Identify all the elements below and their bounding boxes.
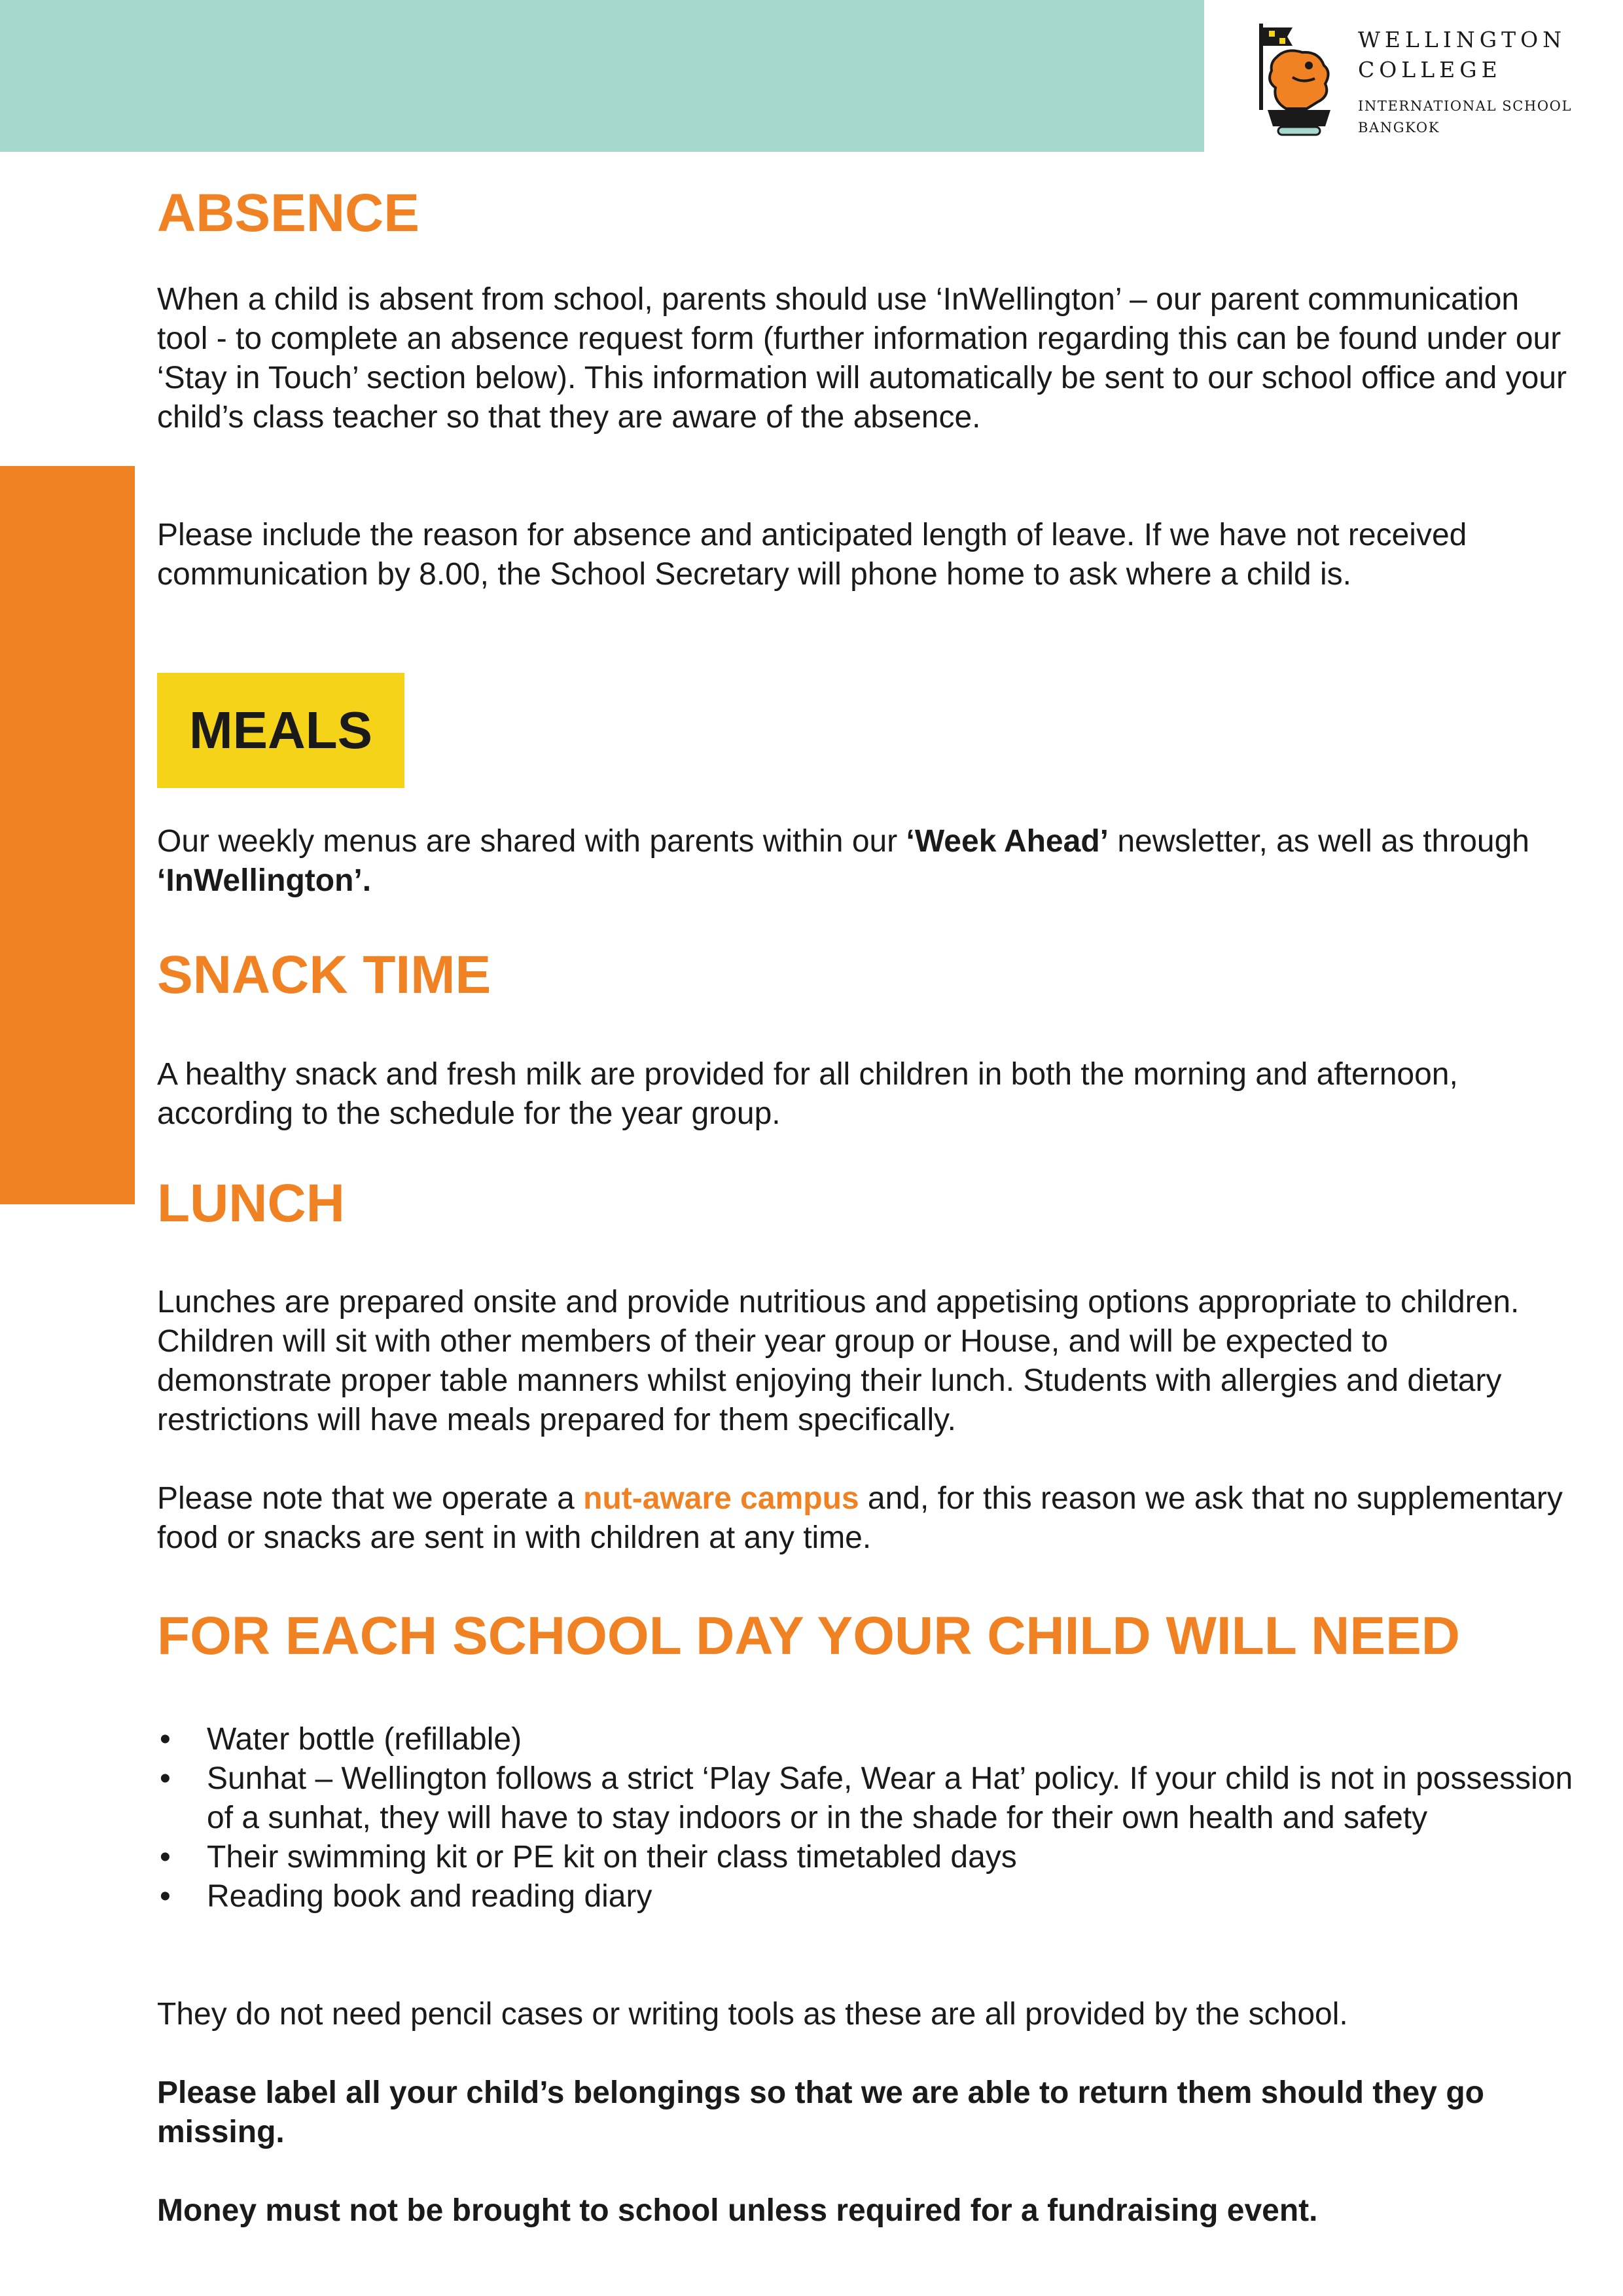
logo-wordmark xyxy=(1358,25,1566,85)
meals-heading: MEALS xyxy=(189,701,372,759)
money-note: Money must not be brought to school unless required for a fundraising event. xyxy=(157,2193,1318,2228)
list-item xyxy=(157,1720,1584,1759)
meals-text-before: Our weekly menus are shared with parents within our xyxy=(157,824,906,859)
list-item-text: Sunhat – Wellington follows a strict ‘Play Safe, Wear a Hat’ policy. If your child is not in possession of a sunhat, they will have to stay indoors or in the shade for their own health and safety xyxy=(207,1761,1573,1835)
meals-paragraph xyxy=(157,822,1571,901)
bullet: • xyxy=(160,1722,171,1757)
meals-inwellington: ‘InWellington’. xyxy=(157,863,372,898)
list-item-text: Their swimming kit or PE kit on their class timetabled days xyxy=(207,1840,1017,1874)
absence-paragraph-2: Please include the reason for absence and anticipated length of leave. If we have not received communication by 8.00, the School Secretary will phone home to ask where a child is. xyxy=(157,518,1467,592)
list-item-text: Reading book and reading diary xyxy=(207,1879,652,1914)
lunch-paragraph-2 xyxy=(157,1479,1571,1558)
absence-paragraph-1: When a child is absent from school, parents should use ‘InWellington’ – our parent communication tool - to complete an absence request form (further information regarding this can be found under our ‘Stay in Touch’ section below). This information will automatically be sent to our school office and your child’s class teacher so that they are aware of the absence. xyxy=(157,282,1567,435)
crest-icon xyxy=(1247,18,1345,139)
meals-text-middle: newsletter, as well as through xyxy=(1108,824,1529,859)
absence-heading: ABSENCE xyxy=(157,183,419,243)
logo-subtitle xyxy=(1358,96,1572,139)
lunch-paragraph-1: Lunches are prepared onsite and provide nutritious and appetising options appropriate to children. Children will sit with other members of their year group or House, and will be expected to demonstrate proper table manners whilst enjoying their lunch. Students with allergies and dietary restrictions will have meals prepared for them specifically. xyxy=(157,1285,1520,1437)
logo-name-line2: COLLEGE xyxy=(1358,57,1502,82)
side-accent-band xyxy=(0,466,135,1204)
needs-heading: FOR EACH SCHOOL DAY YOUR CHILD WILL NEED xyxy=(157,1606,1460,1666)
nut-aware-highlight: nut-aware campus xyxy=(583,1481,859,1516)
lunch-text-before: Please note that we operate a xyxy=(157,1481,584,1516)
needs-list xyxy=(157,1720,1584,1916)
lunch-text-after: and, for this reason we ask that no supplementary food or snacks are sent in with children at any time. xyxy=(157,1481,1563,1555)
meals-week-ahead: ‘Week Ahead’ xyxy=(906,824,1109,859)
meals-heading-box xyxy=(157,673,404,788)
bullet: • xyxy=(160,1840,171,1874)
snack-paragraph: A healthy snack and fresh milk are provided for all children in both the morning and afternoon, according to the schedule for the year group. xyxy=(157,1057,1458,1131)
bullet: • xyxy=(160,1761,171,1796)
logo-sub-line2: BANGKOK xyxy=(1358,120,1440,135)
list-item xyxy=(157,1877,1584,1916)
school-logo xyxy=(1247,18,1600,143)
list-item-text: Water bottle (refillable) xyxy=(207,1722,522,1757)
list-item xyxy=(157,1759,1584,1838)
list-item xyxy=(157,1838,1584,1877)
logo-name-line1: WELLINGTON xyxy=(1358,27,1567,52)
needs-note: They do not need pencil cases or writing tools as these are all provided by the school. xyxy=(157,1997,1348,2032)
lunch-heading: LUNCH xyxy=(157,1174,345,1233)
snack-heading: SNACK TIME xyxy=(157,945,491,1005)
logo-sub-line1: INTERNATIONAL SCHOOL xyxy=(1358,98,1573,114)
bullet: • xyxy=(160,1879,171,1914)
header-band xyxy=(0,0,1204,152)
label-belongings-note: Please label all your child’s belongings so that we are able to return them should they go missing. xyxy=(157,2075,1484,2149)
